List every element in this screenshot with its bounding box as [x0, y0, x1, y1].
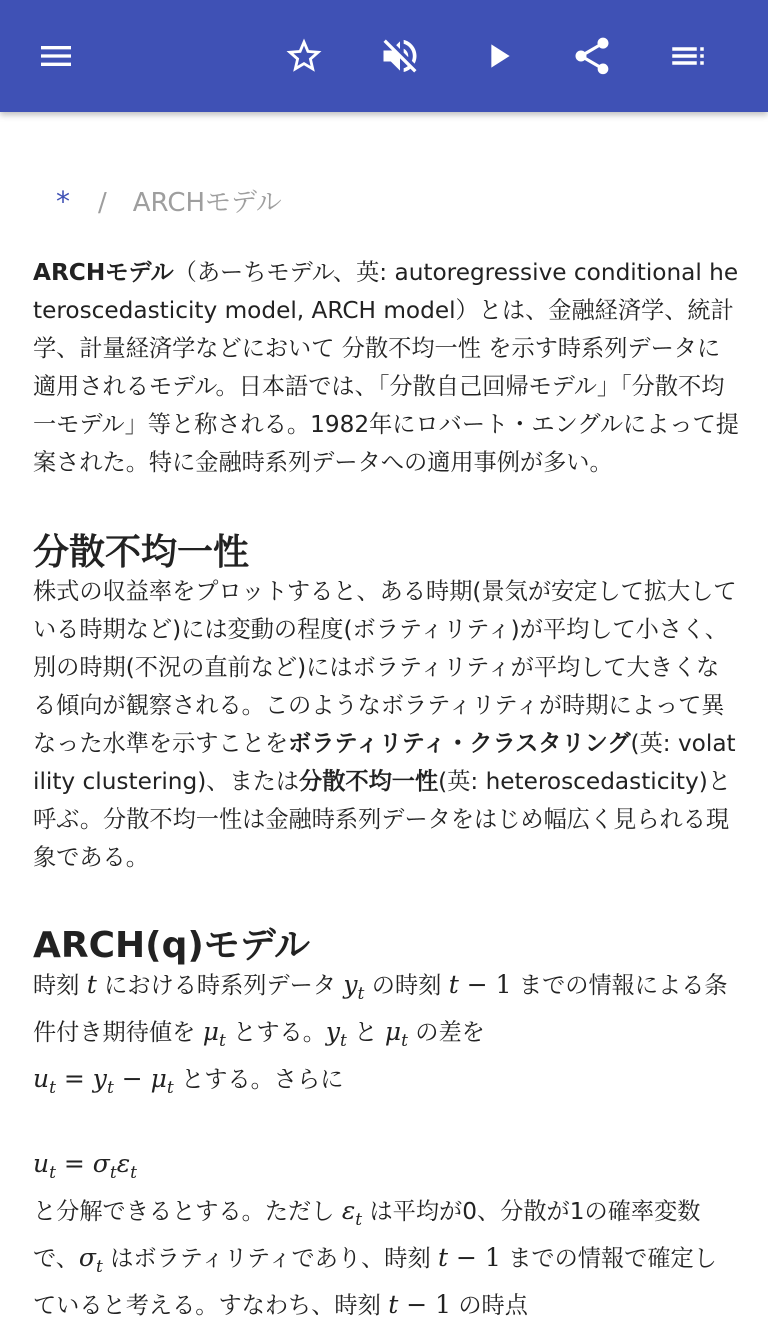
section1-bold-2: 分散不均一性	[299, 768, 439, 795]
section1-paragraph	[33, 573, 739, 877]
math-epsilon-t: $\varepsilon_t$	[341, 1196, 363, 1230]
breadcrumb-current: ARCHモデル	[132, 188, 282, 218]
section2-text: と分解できるとする。ただし	[33, 1198, 342, 1225]
math-mut: $\mu_t$	[202, 1017, 226, 1051]
math-ut-definition: $u_t = y_t - \mu_t$	[33, 1064, 174, 1098]
math-equation-ut	[33, 1145, 739, 1192]
play-icon[interactable]	[470, 28, 526, 84]
app-toolbar	[0, 0, 768, 112]
math-yt: $y_t$	[325, 1017, 347, 1051]
section2-text: は平均が0、分散が1の確率変数で、	[33, 1198, 701, 1272]
section2-text: はボラティリティであり、時刻	[102, 1245, 439, 1272]
table-of-contents-icon[interactable]	[660, 28, 716, 84]
math-t-minus-1: t − 1	[388, 1290, 451, 1319]
section2-paragraph-2	[33, 1192, 739, 1325]
intro-text: （あーちモデル、英: autoregressive conditional heteroscedasticity model, ARCH model）とは、金融経済学、統計学、計量経済学などにおいて 分散不均一性 を示す時系列データに適用されるモデル。日本語では、「分散自己回帰モデル」「分散不均一モデル」等と称される。1982年にロバート・エングルによって提案された。特に金融時系列データへの適用事例が多い。	[33, 259, 739, 476]
section1-text-1: 株式の収益率をプロットすると、ある時期(景気が安定して拡大している時期など)には変動の程度(ボラティリティ)が平均して小さく、別の時期(不況の直前など)にはボラティリティが平均して大きくなる傾向が観察される。このようなボラティリティが時期によって異なった水準を示すことを	[33, 578, 737, 757]
math-t: t	[86, 970, 97, 999]
section1-text-3: (英: heteroscedasticity)と呼ぶ。分散不均一性は金融時系列データをはじめ幅広く見られる現象である。	[33, 768, 731, 871]
hamburger-menu-icon[interactable]	[28, 28, 84, 84]
section2-text: の時刻	[364, 972, 449, 999]
section2-text: の差を	[407, 1019, 485, 1046]
intro-term: ARCHモデル	[33, 259, 174, 286]
section1-bold-1: ボラティリティ・クラスタリング	[288, 730, 631, 757]
section2-text: とする。さらに	[173, 1066, 344, 1093]
math-t-minus-1: t − 1	[448, 970, 512, 999]
math-mut: $\mu_t$	[384, 1017, 408, 1051]
volume-off-icon[interactable]	[372, 28, 428, 84]
section-heading-archq: ARCH(q)モデル	[33, 925, 311, 966]
star-outline-icon[interactable]	[276, 28, 332, 84]
breadcrumb-home-link[interactable]: *	[56, 185, 70, 218]
math-ut-sigma-epsilon: $u_t = \sigma_t\varepsilon_t$	[33, 1149, 137, 1183]
intro-paragraph	[33, 254, 739, 482]
section2-text: までの情報で確定していると考える。すなわち、時刻	[33, 1245, 717, 1319]
math-sigma-t: $\sigma_t$	[78, 1243, 103, 1277]
section2-text: までの情報による条件付き期待値を	[33, 972, 728, 1046]
section-heading-heteroscedasticity: 分散不均一性	[33, 532, 250, 573]
breadcrumb	[56, 182, 282, 219]
math-t-minus-1: t − 1	[438, 1243, 501, 1272]
share-icon[interactable]	[564, 28, 620, 84]
article-body	[33, 254, 739, 1325]
math-yt: $y_t$	[343, 970, 365, 1004]
section2-text: 時刻	[33, 972, 87, 999]
section2-paragraph-1	[33, 966, 739, 1107]
section2-text: と	[346, 1019, 385, 1046]
article-content	[0, 112, 768, 1319]
section1-text-2: (英: volatility clustering)、または	[33, 730, 736, 795]
section2-text: とする。	[225, 1019, 326, 1046]
section2-text: の時点	[451, 1292, 528, 1319]
section2-text: における時系列データ	[96, 972, 344, 999]
breadcrumb-separator: /	[98, 188, 107, 218]
